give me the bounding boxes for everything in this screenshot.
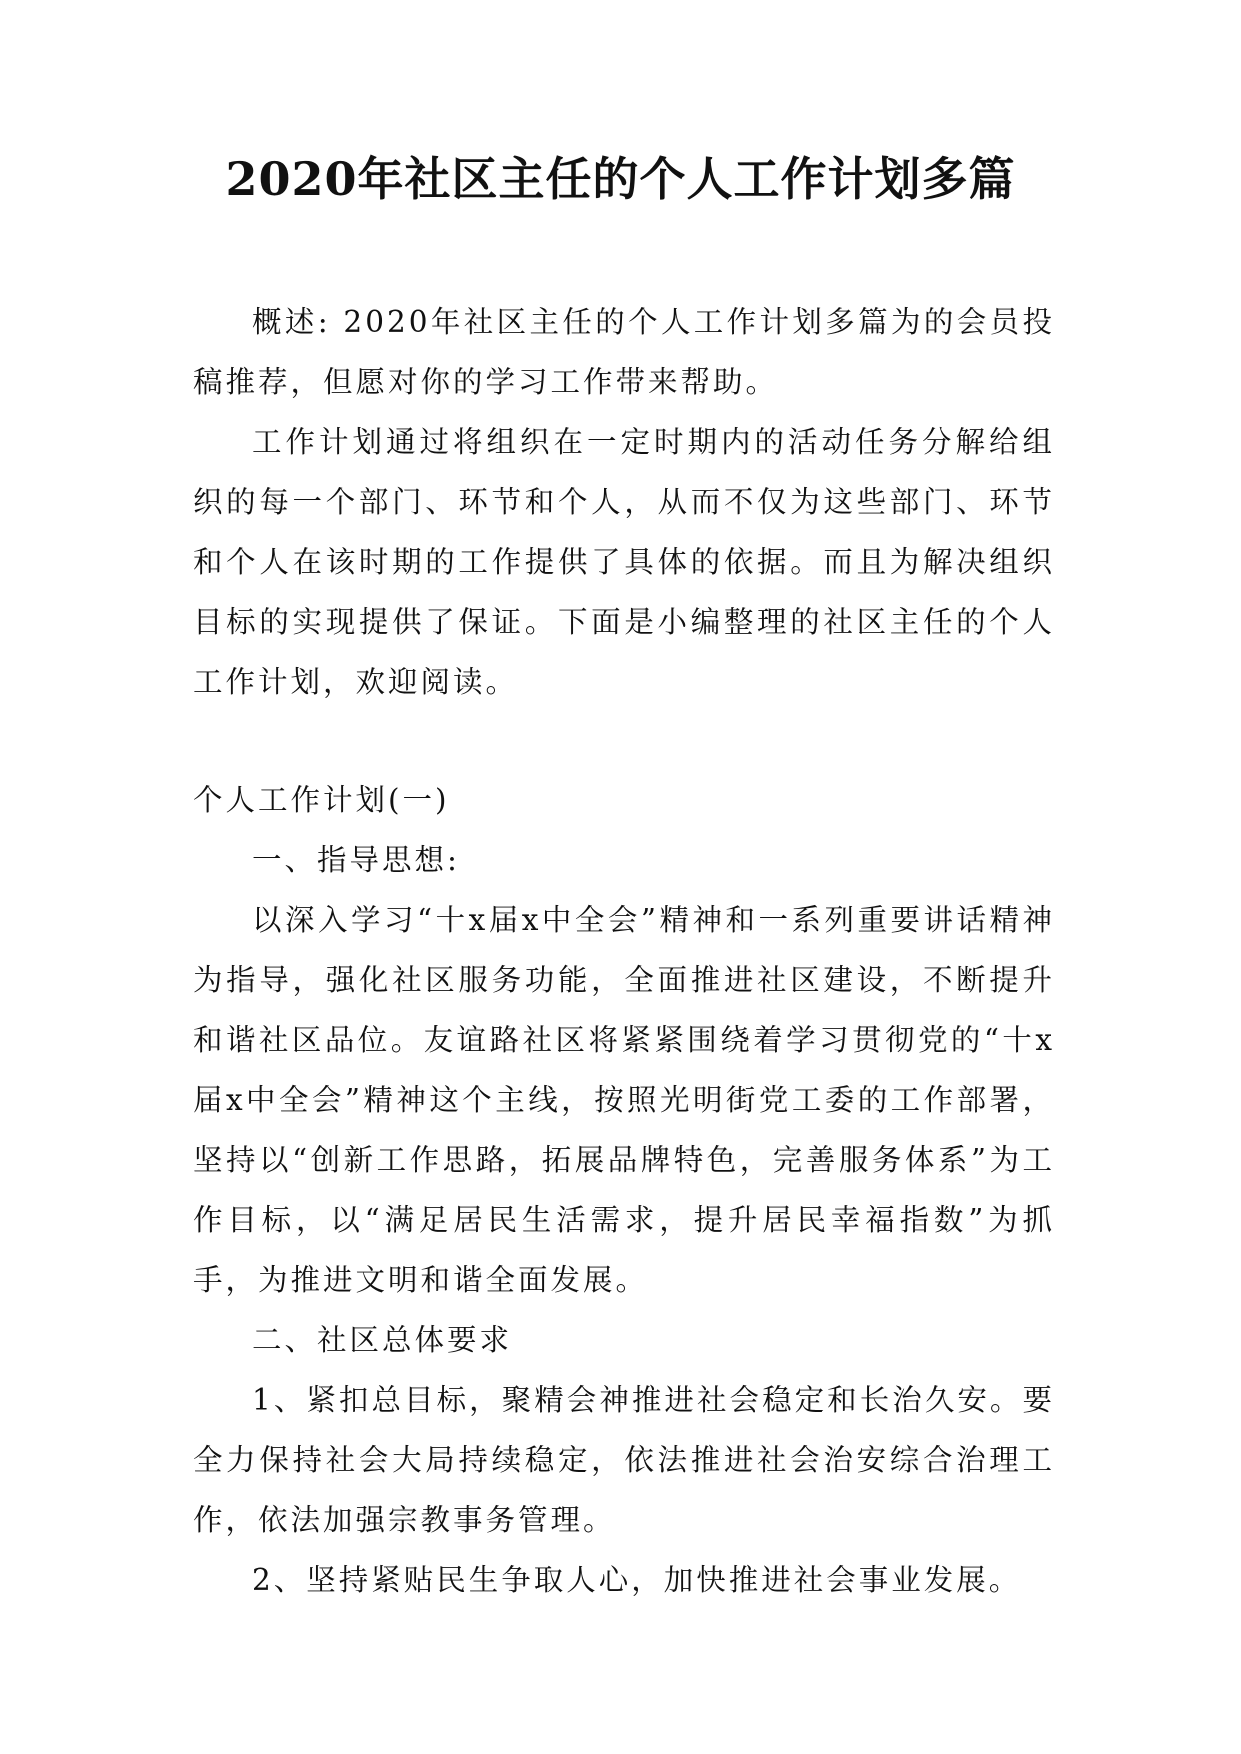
intro-paragraph-1: 概述: 2020年社区主任的个人工作计划多篇为的会员投稿推荐，但愿对你的学习工作带来帮助。 bbox=[193, 305, 1055, 399]
section-heading: 个人工作计划(一) bbox=[193, 783, 450, 817]
intro-paragraph-2: 工作计划通过将组织在一定时期内的活动任务分解给组织的每一个部门、环节和个人，从而不仅为这些部门、环节和个人在该时期的工作提供了具体的依据。而且为解决组织目标的实现提供了保证。下面是小编整理的社区主任的个人工作计划，欢迎阅读。 bbox=[193, 425, 1055, 699]
requirement-item-1: 1、紧扣总目标，聚精会神推进社会稳定和长治久安。要全力保持社会大局持续稳定，依法推进社会治安综合治理工作，依法加强宗教事务管理。 bbox=[193, 1383, 1055, 1537]
requirement-item-2: 2、坚持紧贴民生争取人心，加快推进社会事业发展。 bbox=[252, 1563, 1022, 1597]
document-title: 2020年社区主任的个人工作计划多篇 bbox=[225, 152, 1016, 206]
subheading-community-requirements: 二、社区总体要求 bbox=[252, 1323, 513, 1357]
section-gap bbox=[193, 712, 1055, 770]
guiding-ideology-paragraph: 以深入学习“十x届x中全会”精神和一系列重要讲话精神为指导，强化社区服务功能，全面推进社区建设，不断提升和谐社区品位。友谊路社区将紧紧围绕着学习贯彻党的“十x届x中全会”精神这个主线，按照光明街党工委的工作部署，坚持以“创新工作思路，拓展品牌特色，完善服务体系”为工作目标，以“满足居民生活需求，提升居民幸福指数”为抓手，为推进文明和谐全面发展。 bbox=[193, 903, 1055, 1297]
document-body bbox=[193, 292, 1055, 1610]
subheading-guiding-ideology: 一、指导思想: bbox=[252, 843, 460, 877]
